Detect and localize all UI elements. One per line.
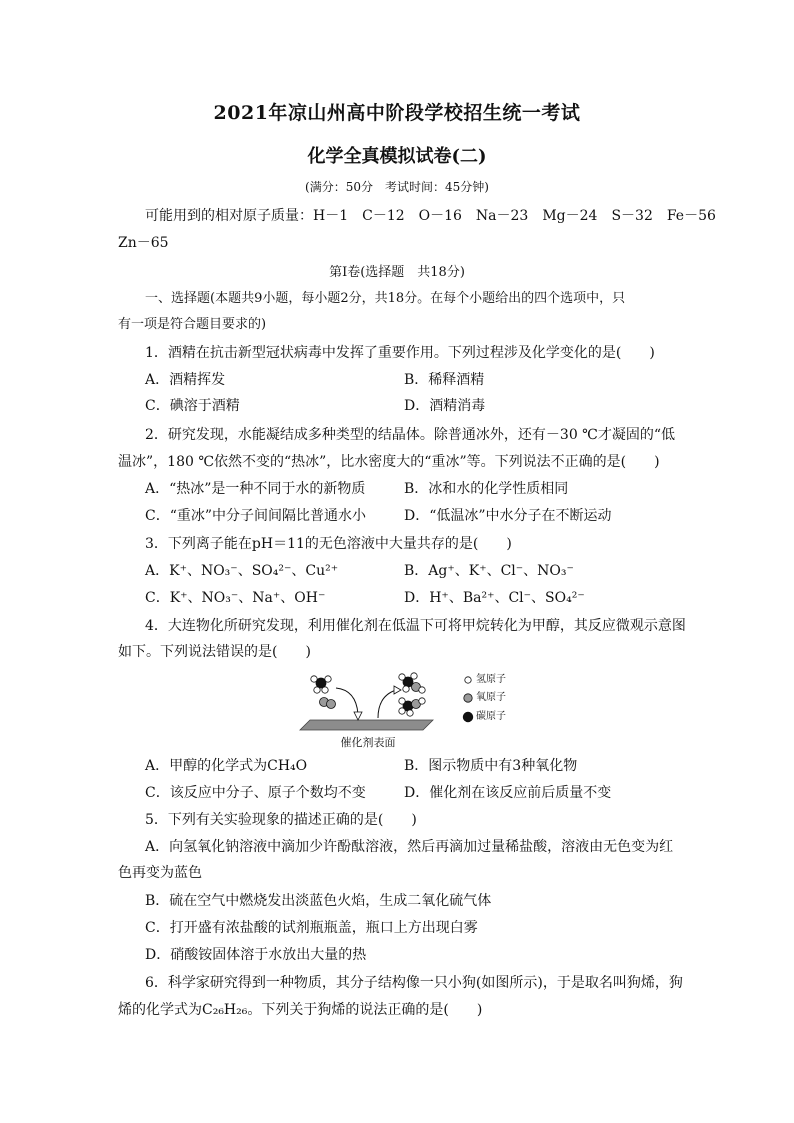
q5-option-a-1: A．向氢氧化钠溶液中滴加少许酚酞溶液，然后再滴加过量稀盐酸，溶液由无色变为红 — [145, 839, 674, 855]
arrowhead-icon — [394, 686, 401, 694]
q2-stem-2: 温冰”，180 ℃依然不变的“热冰”，比水密度大的“重冰”等。下列说法不正确的是( ) — [118, 454, 660, 470]
hydrogen-atom — [399, 674, 405, 680]
q5-option-b: B．硫在空气中燃烧发出淡蓝色火焰，生成二氧化硫气体 — [145, 893, 492, 909]
q4-option-b: B．图示物质中有3种氧化物 — [404, 758, 578, 774]
q5-option-d: D．硝酸铵固体溶于水放出大量的热 — [145, 947, 367, 963]
q3-option-d: D．H⁺、Ba²⁺、Cl⁻、SO₄²⁻ — [404, 590, 585, 606]
legend-oxygen-label: 氧原子 — [476, 692, 506, 703]
q1-stem: 1．酒精在抗击新型冠状病毒中发挥了重要作用。下列过程涉及化学变化的是( ) — [145, 345, 655, 361]
legend-hydrogen-label: 氢原子 — [476, 674, 506, 685]
q3-option-c: C．K⁺、NO₃⁻、Na⁺、OH⁻ — [145, 590, 326, 606]
q3-option-b: B．Ag⁺、K⁺、Cl⁻、NO₃⁻ — [404, 563, 574, 579]
hydrogen-atom — [419, 698, 425, 704]
q2-option-c: C．“重冰”中分子间间隔比普通水小 — [145, 508, 367, 524]
legend-carbon-label: 碳原子 — [476, 711, 506, 722]
exam-meta: (满分：50分 考试时间：45分钟) — [305, 180, 489, 194]
section-instruction-2: 有一项是符合题目要求的) — [118, 317, 267, 332]
hydrogen-atom — [399, 708, 405, 714]
section-instruction-1: 一、选择题(本题共9小题，每小题2分，共18分。在每个小题给出的四个选项中，只 — [145, 291, 626, 306]
q1-option-a: A．酒精挥发 — [145, 372, 226, 388]
q4-stem-2: 如下。下列说法错误的是( ) — [118, 644, 311, 660]
q2-option-d: D．“低温冰”中水分子在不断运动 — [404, 508, 612, 524]
atomic-masses-line2: Zn－65 — [118, 235, 169, 251]
q1-option-b: B．稀释酒精 — [404, 372, 485, 388]
hydrogen-atom — [419, 687, 425, 693]
q5-stem: 5．下列有关实验现象的描述正确的是( ) — [145, 812, 417, 828]
legend-carbon-marker — [463, 712, 473, 722]
q6-stem-1: 6．科学家研究得到一种物质，其分子结构像一只小狗(如图所示)，于是取名叫狗烯，狗 — [145, 975, 683, 991]
atomic-masses-line1: 可能用到的相对原子质量：H－1 C－12 O－16 Na－23 Mg－24 S－32 Fe－56 — [145, 208, 716, 224]
hydrogen-atom — [314, 687, 320, 693]
arrowhead-icon — [354, 712, 362, 720]
q4-option-a: A．甲醇的化学式为CH₄O — [145, 758, 308, 774]
section-title: 第Ⅰ卷(选择题 共18分) — [329, 265, 465, 280]
legend-hydrogen-marker — [465, 677, 471, 683]
hydrogen-atom — [407, 710, 413, 716]
q2-option-a: A．“热冰”是一种不同于水的新物质 — [145, 481, 366, 497]
q1-option-c: C．碘溶于酒精 — [145, 398, 240, 414]
q2-stem-1: 2．研究发现，水能凝结成多种类型的结晶体。除普通冰外，还有－30 ℃才凝固的“低 — [145, 427, 675, 443]
q2-option-b: B．冰和水的化学性质相同 — [404, 481, 569, 497]
arrow-up-icon — [378, 690, 396, 718]
catalyst-surface — [300, 720, 433, 730]
q4-option-c: C．该反应中分子、原子个数均不变 — [145, 785, 366, 801]
exam-title: 2021年凉山州高中阶段学校招生统一考试 — [213, 102, 581, 124]
q3-option-a: A．K⁺、NO₃⁻、SO₄²⁻、Cu²⁺ — [145, 563, 339, 579]
q5-option-a-2: 色再变为蓝色 — [118, 865, 202, 881]
hydrogen-atom — [403, 686, 409, 692]
q4-option-d: D．催化剂在该反应前后质量不变 — [404, 785, 612, 801]
legend-oxygen-marker — [464, 694, 472, 702]
oxygen-atom — [327, 700, 336, 709]
hydrogen-atom — [325, 676, 331, 682]
hydrogen-atom — [411, 673, 417, 679]
q4-stem-1: 4．大连物化所研究发现，利用催化剂在低温下可将甲烷转化为甲醇，其反应微观示意图 — [145, 618, 686, 634]
q1-option-d: D．酒精消毒 — [404, 398, 486, 414]
hydrogen-atom — [311, 676, 317, 682]
q5-option-c: C．打开盛有浓盐酸的试剂瓶瓶盖，瓶口上方出现白雾 — [145, 920, 478, 936]
q3-stem: 3．下列离子能在pH＝11的无色溶液中大量共存的是( ) — [145, 536, 512, 552]
exam-subtitle: 化学全真模拟试卷(二) — [307, 146, 487, 167]
hydrogen-atom — [322, 687, 328, 693]
figure-caption: 催化剂表面 — [340, 736, 396, 749]
q6-stem-2: 烯的化学式为C₂₆H₂₆。下列关于狗烯的说法正确的是( ) — [118, 1002, 483, 1018]
arrow-down-icon — [336, 688, 358, 714]
hydrogen-atom — [399, 698, 405, 704]
